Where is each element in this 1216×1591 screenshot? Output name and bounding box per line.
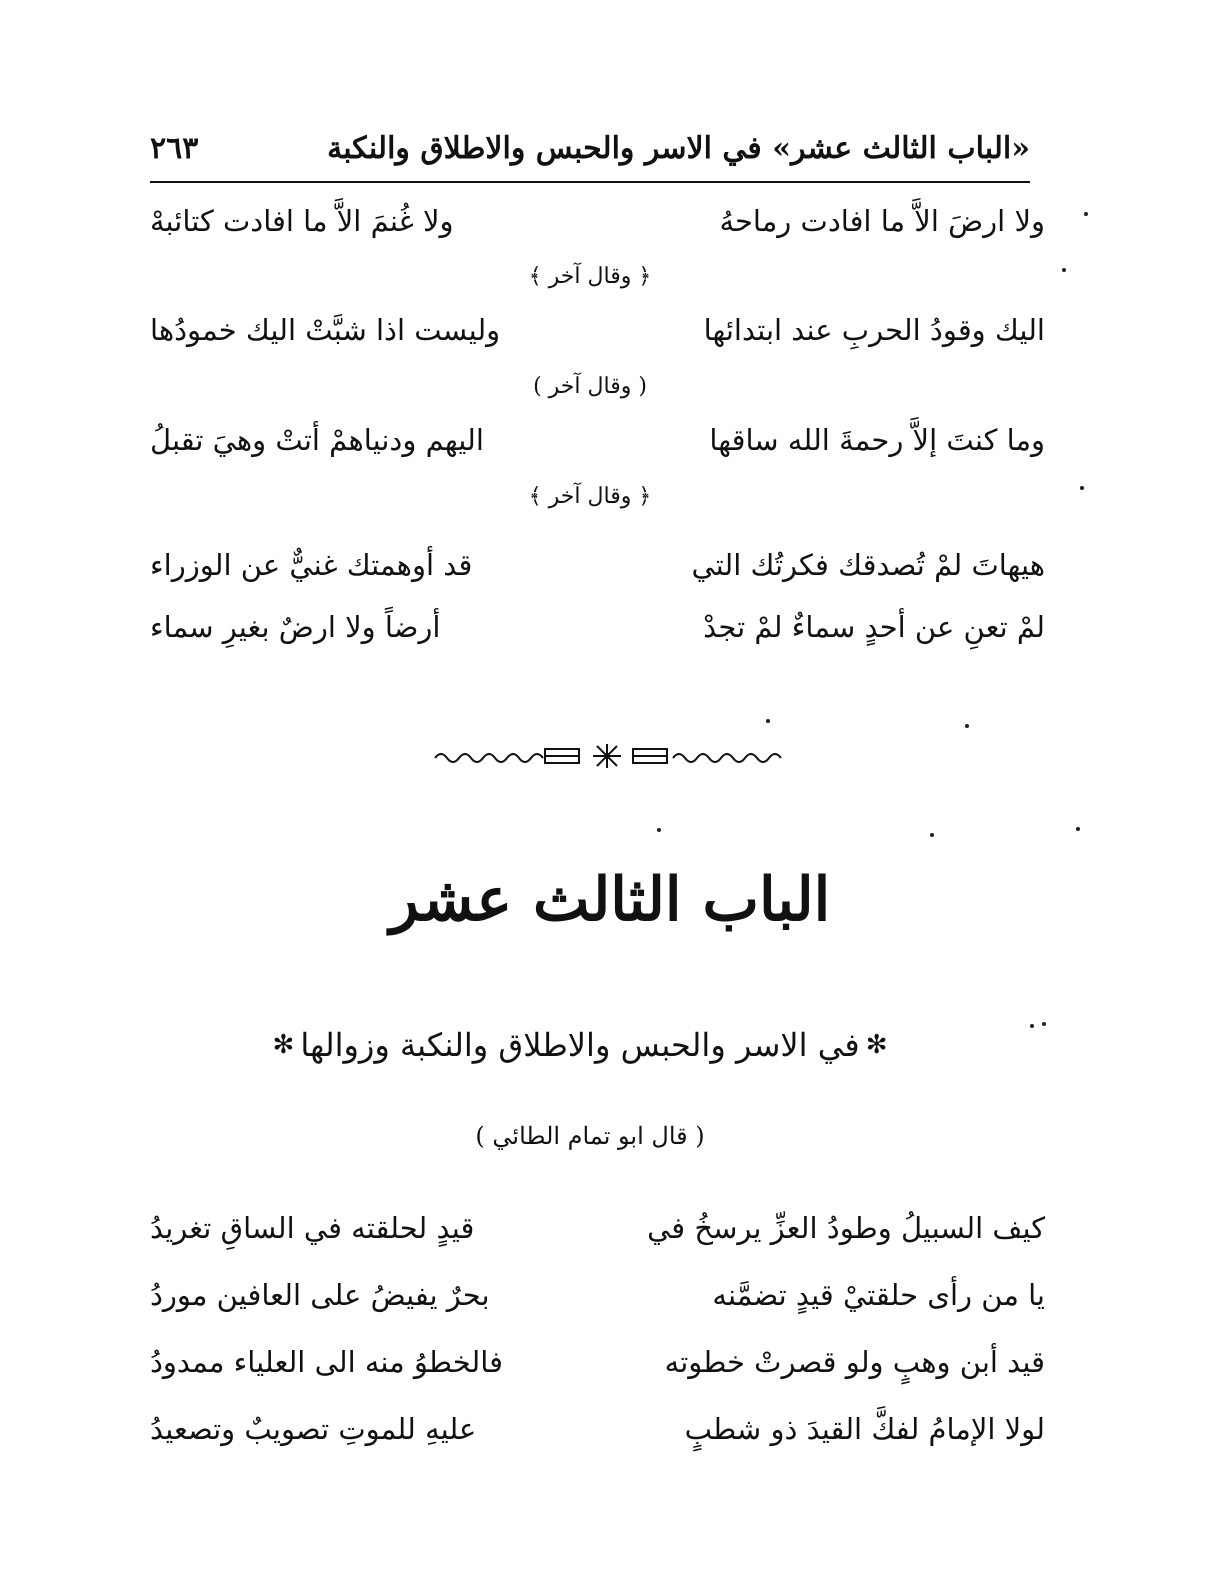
scan-speck <box>1084 212 1088 216</box>
verse-second-hemistich: قد أوهمتك غنيٌّ عن الوزراء <box>150 548 473 582</box>
verse-second-hemistich: وليست اذا شبَّتْ اليك خمودُها <box>150 313 501 347</box>
verse-line <box>150 540 1045 590</box>
speaker-label: ﴿ وقال آخر ﴾ <box>528 483 652 509</box>
scan-speck <box>1030 1024 1034 1028</box>
scan-speck <box>1062 268 1066 272</box>
scan-speck <box>766 719 770 723</box>
chapter-subtitle: في الاسر والحبس والاطلاق والنكبة وزوالها <box>300 1026 860 1064</box>
verse-line <box>150 1270 1045 1320</box>
verse-first-hemistich: ولا ارضَ الاَّ ما افادت رماحهُ <box>719 204 1045 238</box>
ornamental-divider <box>433 740 783 770</box>
verse-second-hemistich: ولا غُنمَ الاَّ ما افادت كتائبهْ <box>150 204 454 238</box>
verse-first-hemistich: اليك وقودُ الحربِ عند ابتدائها <box>703 313 1045 347</box>
scan-speck <box>930 833 934 837</box>
verse-second-hemistich: فالخطوُ منه الى العلياء ممدودُ <box>150 1345 503 1379</box>
speaker-label: ﴿ وقال آخر ﴾ <box>528 263 652 289</box>
verse-second-hemistich: بحرٌ يفيضُ على العافين موردُ <box>150 1278 490 1312</box>
scan-speck <box>965 724 969 728</box>
chapter-title: الباب الثالث عشر <box>389 865 831 935</box>
poet-attribution: ( قال ابو تمام الطائي ) <box>475 1122 705 1150</box>
verse-line <box>150 196 1045 246</box>
scan-speck <box>1076 827 1080 831</box>
scan-speck <box>1042 1022 1046 1026</box>
asterisk-ornament-icon: ✻ <box>272 1030 295 1060</box>
verse-first-hemistich: هيهاتَ لمْ تُصدقك فكرتُك التي <box>691 548 1045 582</box>
verse-line <box>150 1404 1045 1454</box>
asterisk-ornament-icon: ✻ <box>865 1030 888 1060</box>
verse-first-hemistich: كيف السبيلُ وطودُ العزِّ يرسخُ في <box>647 1211 1045 1245</box>
running-header-title: «الباب الثالث عشر» في الاسر والحبس والاطلاق والنكبة <box>327 130 1030 166</box>
scan-speck <box>657 828 661 832</box>
verse-second-hemistich: اليهم ودنياهمْ أتتْ وهيَ تقبلُ <box>150 423 484 457</box>
page-number: ٢٦٣ <box>150 130 199 166</box>
verse-line <box>150 602 1045 652</box>
verse-line <box>150 415 1045 465</box>
verse-first-hemistich: يا من رأى حلقتيْ قيدٍ تضمَّنه <box>712 1278 1045 1312</box>
speaker-label: ( وقال آخر ) <box>533 373 647 399</box>
verse-line <box>150 1203 1045 1253</box>
scan-speck <box>1080 486 1084 490</box>
running-header <box>150 120 1030 176</box>
verse-first-hemistich: وما كنتَ إلاَّ رحمةَ الله ساقها <box>709 423 1045 457</box>
verse-first-hemistich: قيد أبن وهبٍ ولو قصرتْ خطوته <box>664 1345 1045 1379</box>
verse-line <box>150 305 1045 355</box>
verse-second-hemistich: أرضاً ولا ارضٌ بغيرِ سماء <box>150 610 441 644</box>
verse-first-hemistich: لمْ تعنِ عن أحدٍ سماءٌ لمْ تجدْ <box>703 610 1045 644</box>
verse-first-hemistich: لولا الإمامُ لفكَّ القيدَ ذو شطبٍ <box>684 1412 1045 1446</box>
verse-line <box>150 1337 1045 1387</box>
verse-second-hemistich: قيدٍ لحلقته في الساقِ تغريدُ <box>150 1211 475 1245</box>
verse-second-hemistich: عليهِ للموتِ تصويبٌ وتصعيدُ <box>150 1412 477 1446</box>
chapter-subtitle-line <box>200 1020 960 1070</box>
header-divider <box>150 181 1030 183</box>
